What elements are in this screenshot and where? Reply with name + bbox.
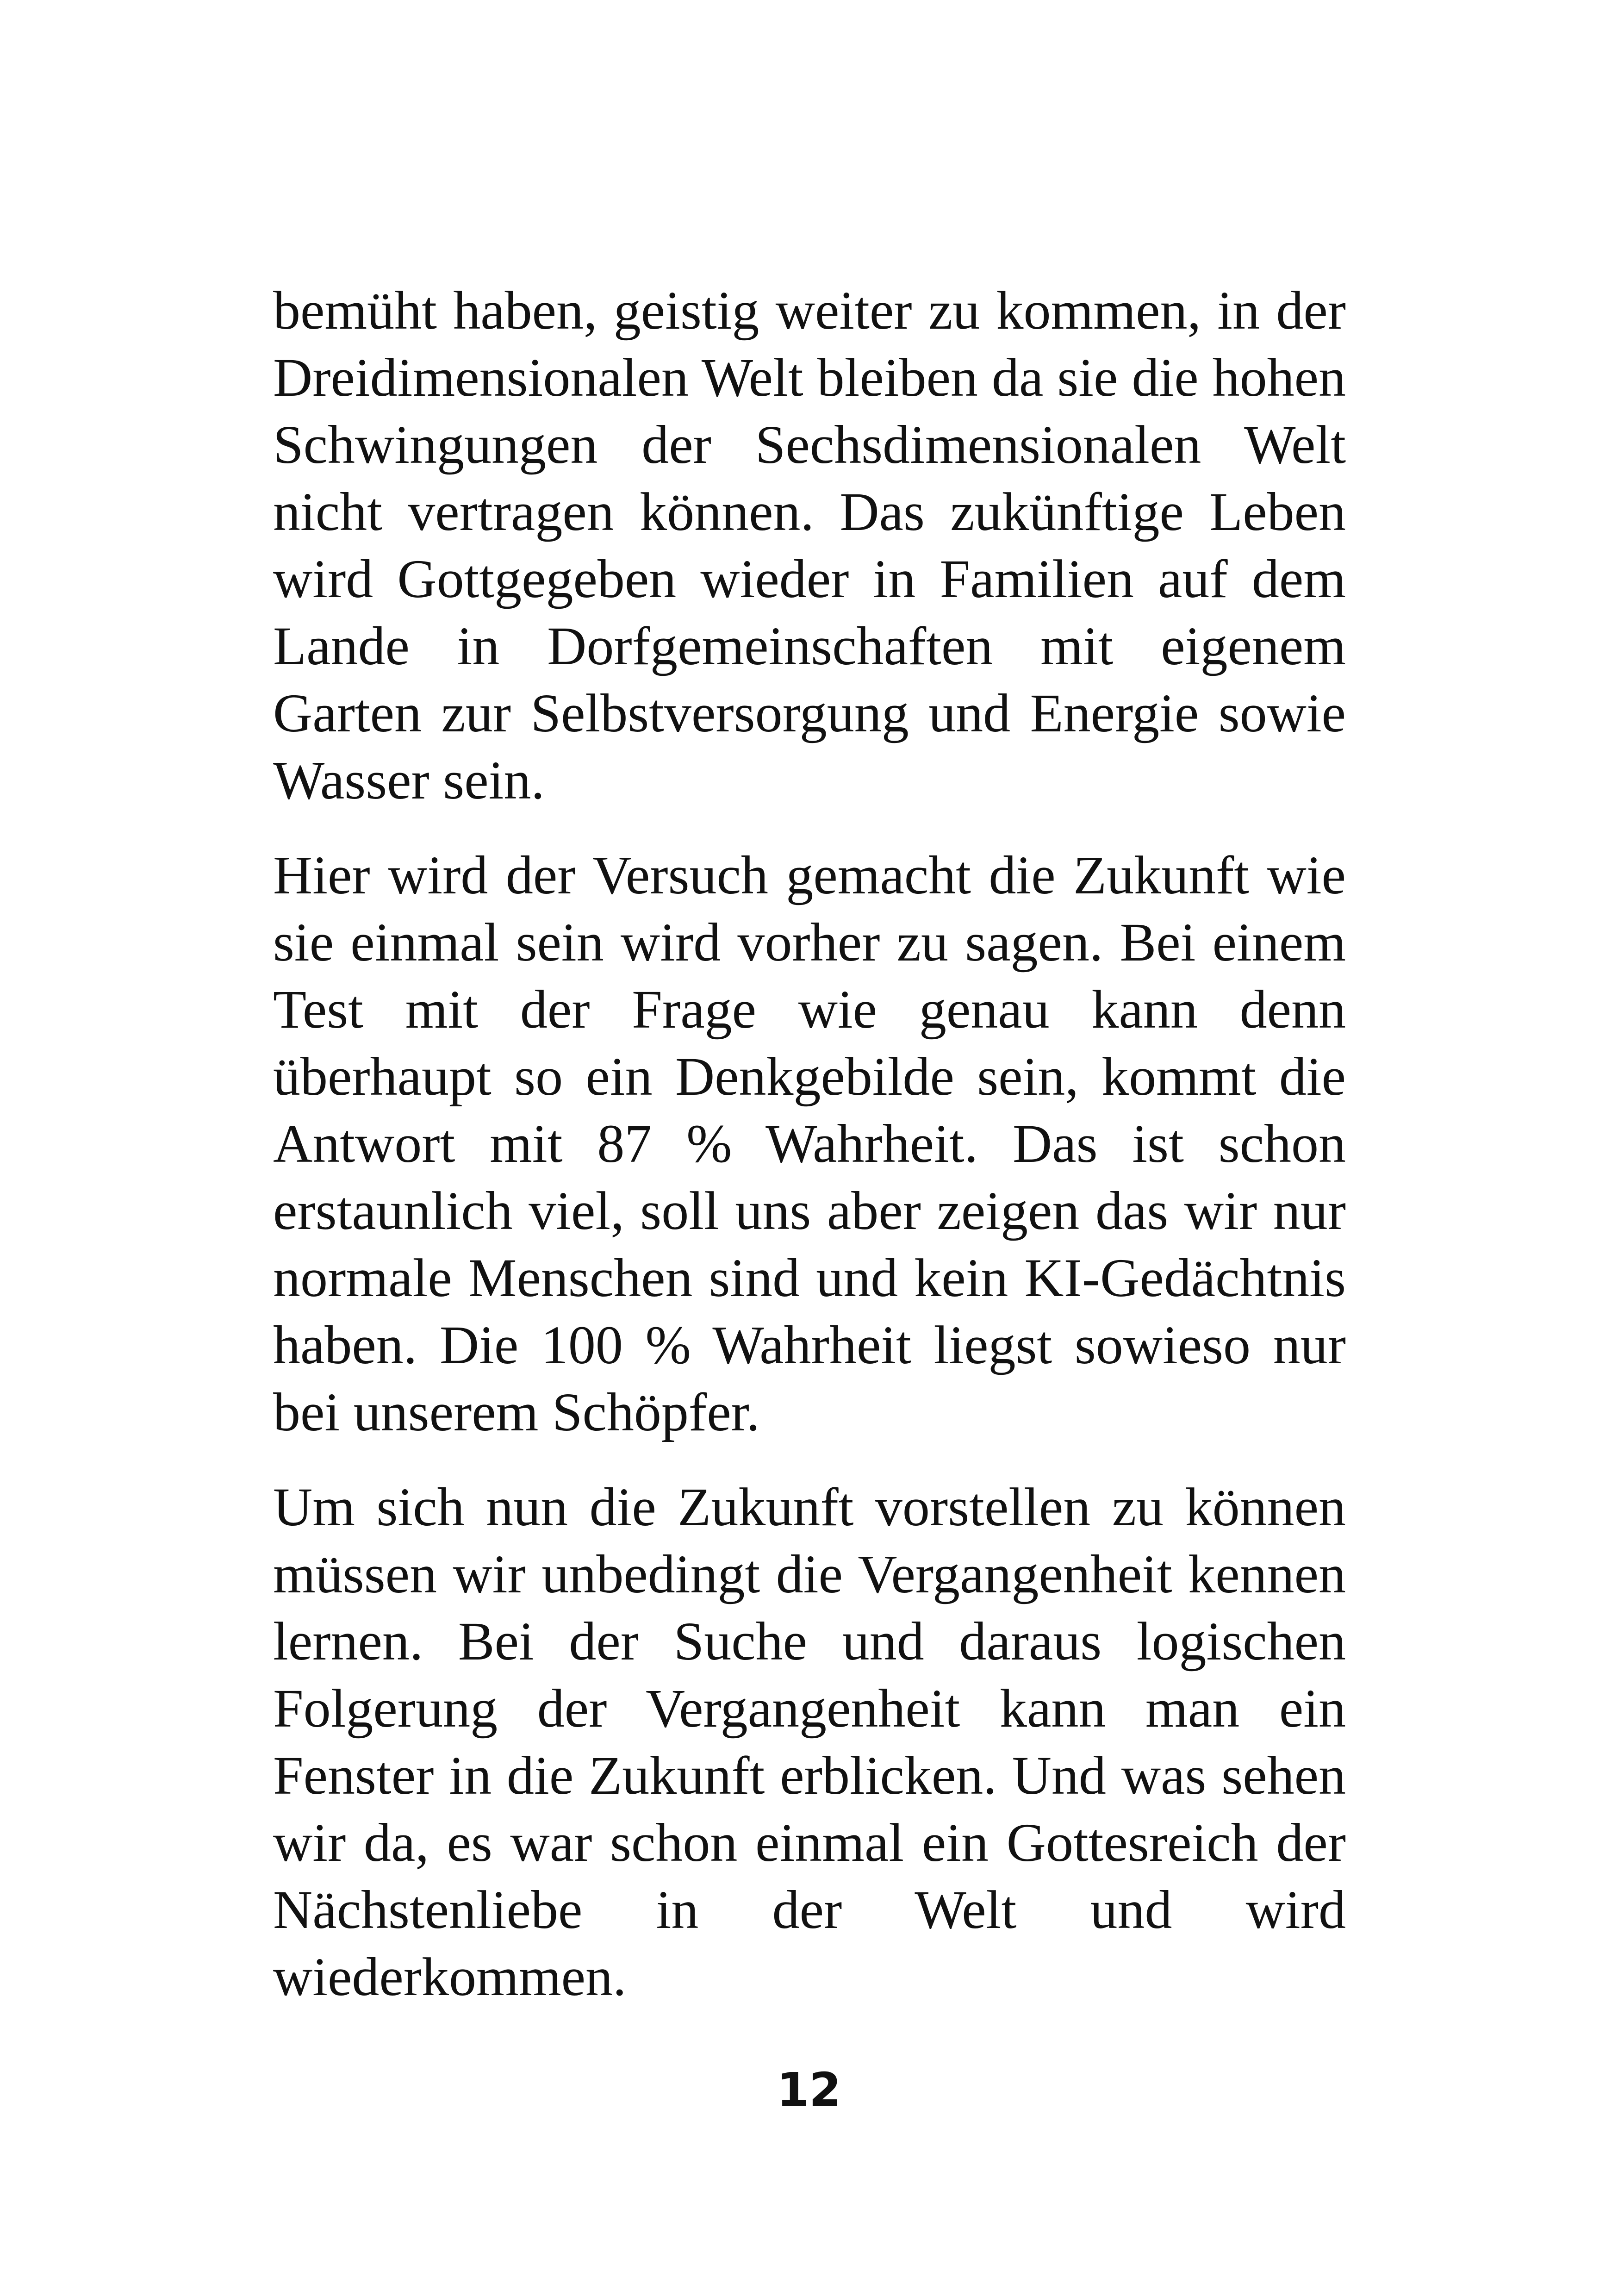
paragraph-3: Um sich nun die Zukunft vorstellen zu können müssen wir unbedingt die Vergangenheit kennen lernen. Bei der Suche und daraus logischen Folgerung der Vergangenheit kann man ein Fenster in die Zukunft erblicken. Und was sehen wir da, es war schon einmal ein Gottesreich der Nächstenliebe in der Welt und wird wiederkommen. [273, 1477, 1346, 2007]
page-number: 12 [777, 2063, 841, 2117]
paragraph-2: Hier wird der Versuch gemacht die Zukunft wie sie einmal sein wird vorher zu sagen. Bei einem Test mit der Frage wie genau kann denn überhaupt so ein Denkgebilde sein, kommt die Antwort mit 87 % Wahrheit. Das ist schon erstaunlich viel, soll uns aber zeigen das wir nur normale Menschen sind und kein KI-Gedächtnis haben. Die 100 % Wahrheit liegst sowieso nur bei unserem Schöpfer. [273, 845, 1346, 1442]
paragraph-1: bemüht haben, geistig weiter zu kommen, in der Dreidimensionalen Welt bleiben da sie die hohen Schwingungen der Sechsdimensionalen Welt nicht vertragen können. Das zukünftige Leben wird Gottgegeben wieder in Familien auf dem Lande in Dorfgemeinschaften mit eigenem Garten zur Selbstversorgung und Energie sowie Wasser sein. [273, 280, 1346, 811]
body-text [273, 277, 1346, 2010]
